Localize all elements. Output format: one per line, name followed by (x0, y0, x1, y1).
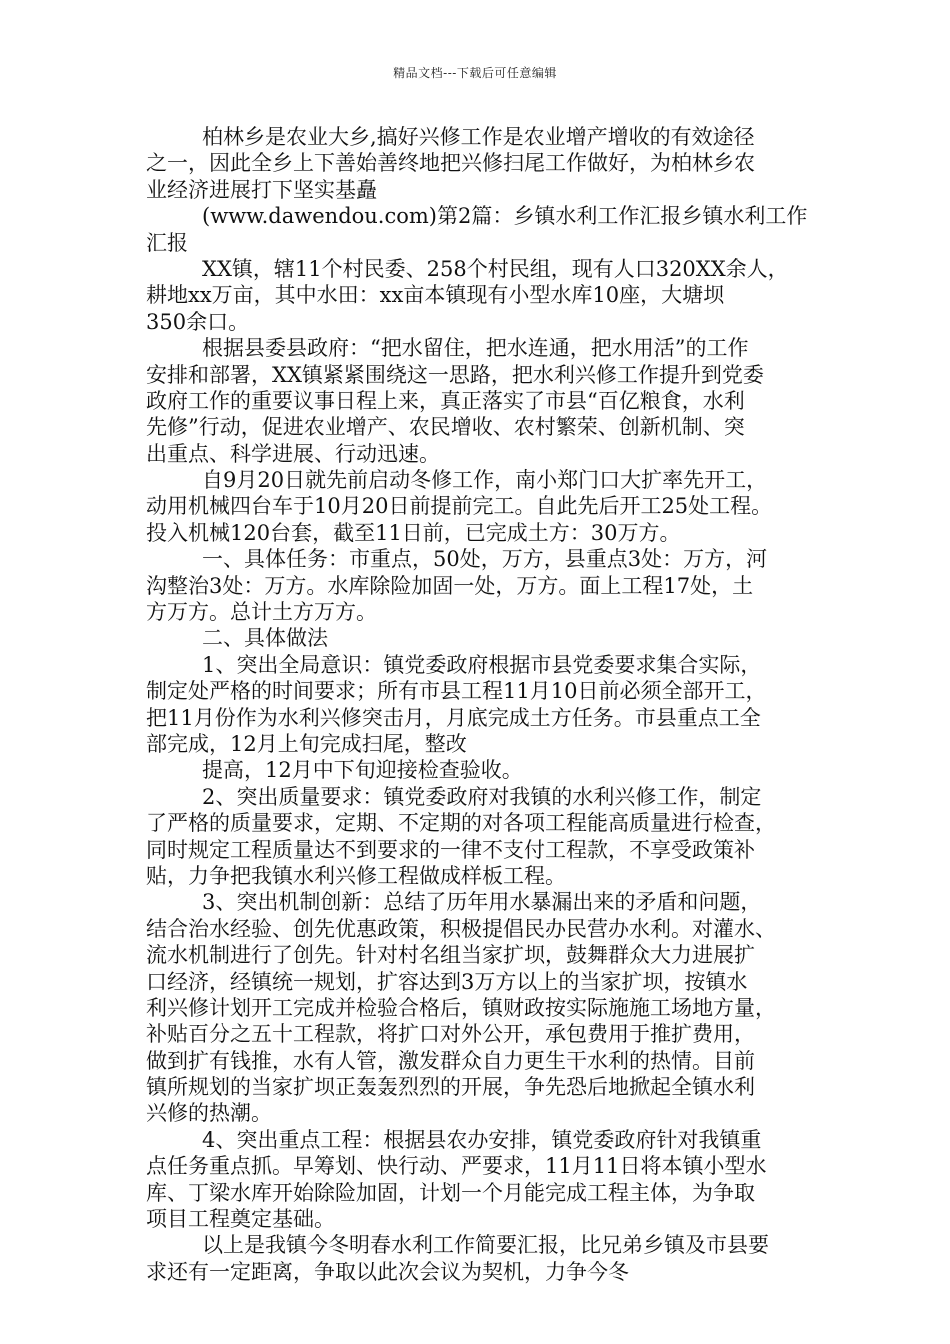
text-line: 做到扩有钱推，水有人管，激发群众自力更生干水利的热情。目前 (146, 1048, 755, 1073)
text-line: 贴，力争把我镇水利兴修工程做成样板工程。 (146, 863, 566, 888)
text-line: 350余口。 (146, 309, 250, 334)
text-line: 自9月20日就先前启动冬修工作，南小郑门口大扩率先开工， (202, 468, 768, 493)
text-line: 1、突出全局意识：镇党委政府根据市县党委要求集合实际， (202, 652, 762, 677)
text-line: 把11月份作为水利兴修突击月，月底完成土方任务。市县重点工全 (146, 705, 761, 730)
text-line: 投入机械120台套，截至11日前，已完成土方：30万方。 (146, 520, 681, 545)
text-line: 求还有一定距离，争取以此次会议为契机，力争今冬 (146, 1259, 629, 1284)
text-line: 先修”行动，促进农业增产、农民增收、农村繁荣、创新机制、突 (146, 415, 745, 440)
text-line: 之一，因此全乡上下善始善终地把兴修扫尾工作做好，为柏林乡农 (146, 151, 755, 176)
text-line: 政府工作的重要议事日程上来，真正落实了市县“百亿粮食，水利 (146, 388, 745, 413)
text-line: 镇所规划的当家扩坝正轰轰烈烈的开展，争先恐后地掀起全镇水利 (146, 1075, 755, 1100)
text-line: (www.dawendou.com)第2篇：乡镇水利工作汇报乡镇水利工作 (202, 204, 808, 229)
text-line: 提高，12月中下旬迎接检查验收。 (202, 758, 523, 783)
text-line: 安排和部署，XX镇紧紧围绕这一思路，把水利兴修工作提升到党委 (146, 362, 764, 387)
text-line: 沟整治3处：万方。水库除险加固一处，万方。面上工程17处，土 (146, 573, 754, 598)
text-line: 结合治水经验、创先优惠政策，积极提倡民办民营办水利。对灌水、 (146, 916, 776, 941)
text-line: 二、具体做法 (202, 626, 328, 651)
text-line: 项目工程奠定基础。 (146, 1207, 335, 1232)
text-line: 根据县委县政府：“把水留住，把水连通，把水用活”的工作 (202, 336, 749, 361)
text-line: 业经济进展打下坚实基矗 (146, 177, 377, 202)
text-line: 柏林乡是农业大乡,搞好兴修工作是农业增产增收的有效途径 (202, 125, 755, 149)
text-line: 兴修的热潮。 (146, 1101, 272, 1126)
text-line: 汇报 (146, 230, 188, 255)
text-line: 点任务重点抓。早筹划、快行动、严要求，11月11日将本镇小型水 (146, 1154, 767, 1179)
document-body (146, 124, 810, 1285)
text-line: 库、丁梁水库开始除险加固，计划一个月能完成工程主体，为争取 (146, 1180, 755, 1205)
text-line: 口经济，经镇统一规划，扩容达到3万方以上的当家扩坝，按镇水 (146, 969, 748, 994)
text-line: 一、具体任务：市重点，50处，万方，县重点3处：万方，河 (202, 547, 768, 572)
text-line: 了严格的质量要求，定期、不定期的对各项工程能高质量进行检查， (146, 811, 776, 836)
text-line: XX镇，辖11个村民委、258个村民组，现有人口320XX余人， (202, 256, 789, 281)
text-line: 利兴修计划开工完成并检验合格后，镇财政按实际施施工场地方量， (146, 995, 776, 1020)
text-line: 以上是我镇今冬明春水利工作简要汇报，比兄弟乡镇及市县要 (202, 1233, 769, 1258)
text-line: 3、突出机制创新：总结了历年用水暴漏出来的矛盾和问题， (202, 890, 762, 915)
text-line: 动用机械四台车于10月20日前提前完工。自此先后开工25处工程。 (146, 494, 773, 519)
text-line: 制定处严格的时间要求；所有市县工程11月10日前必须全部开工， (146, 679, 767, 704)
text-line: 出重点、科学进展、行动迅速。 (146, 441, 440, 466)
text-line: 耕地xx万亩，其中水田：xx亩本镇现有小型水库10座，大塘坝 (146, 283, 725, 308)
text-line: 部完成，12月上旬完成扫尾，整改 (146, 731, 467, 756)
text-line: 4、突出重点工程：根据县农办安排，镇党委政府针对我镇重 (202, 1127, 762, 1152)
page-header: 精品文档---下载后可任意编辑 (393, 66, 557, 80)
text-line: 流水机制进行了创先。针对村名组当家扩坝，鼓舞群众大力进展扩 (146, 943, 755, 968)
text-line: 补贴百分之五十工程款，将扩口对外公开，承包费用于推扩费用， (146, 1022, 755, 1047)
text-line: 2、突出质量要求：镇党委政府对我镇的水利兴修工作，制定 (202, 784, 762, 809)
text-line: 同时规定工程质量达不到要求的一律不支付工程款，不享受政策补 (146, 837, 755, 862)
text-line: 方万方。总计土方万方。 (146, 600, 377, 625)
